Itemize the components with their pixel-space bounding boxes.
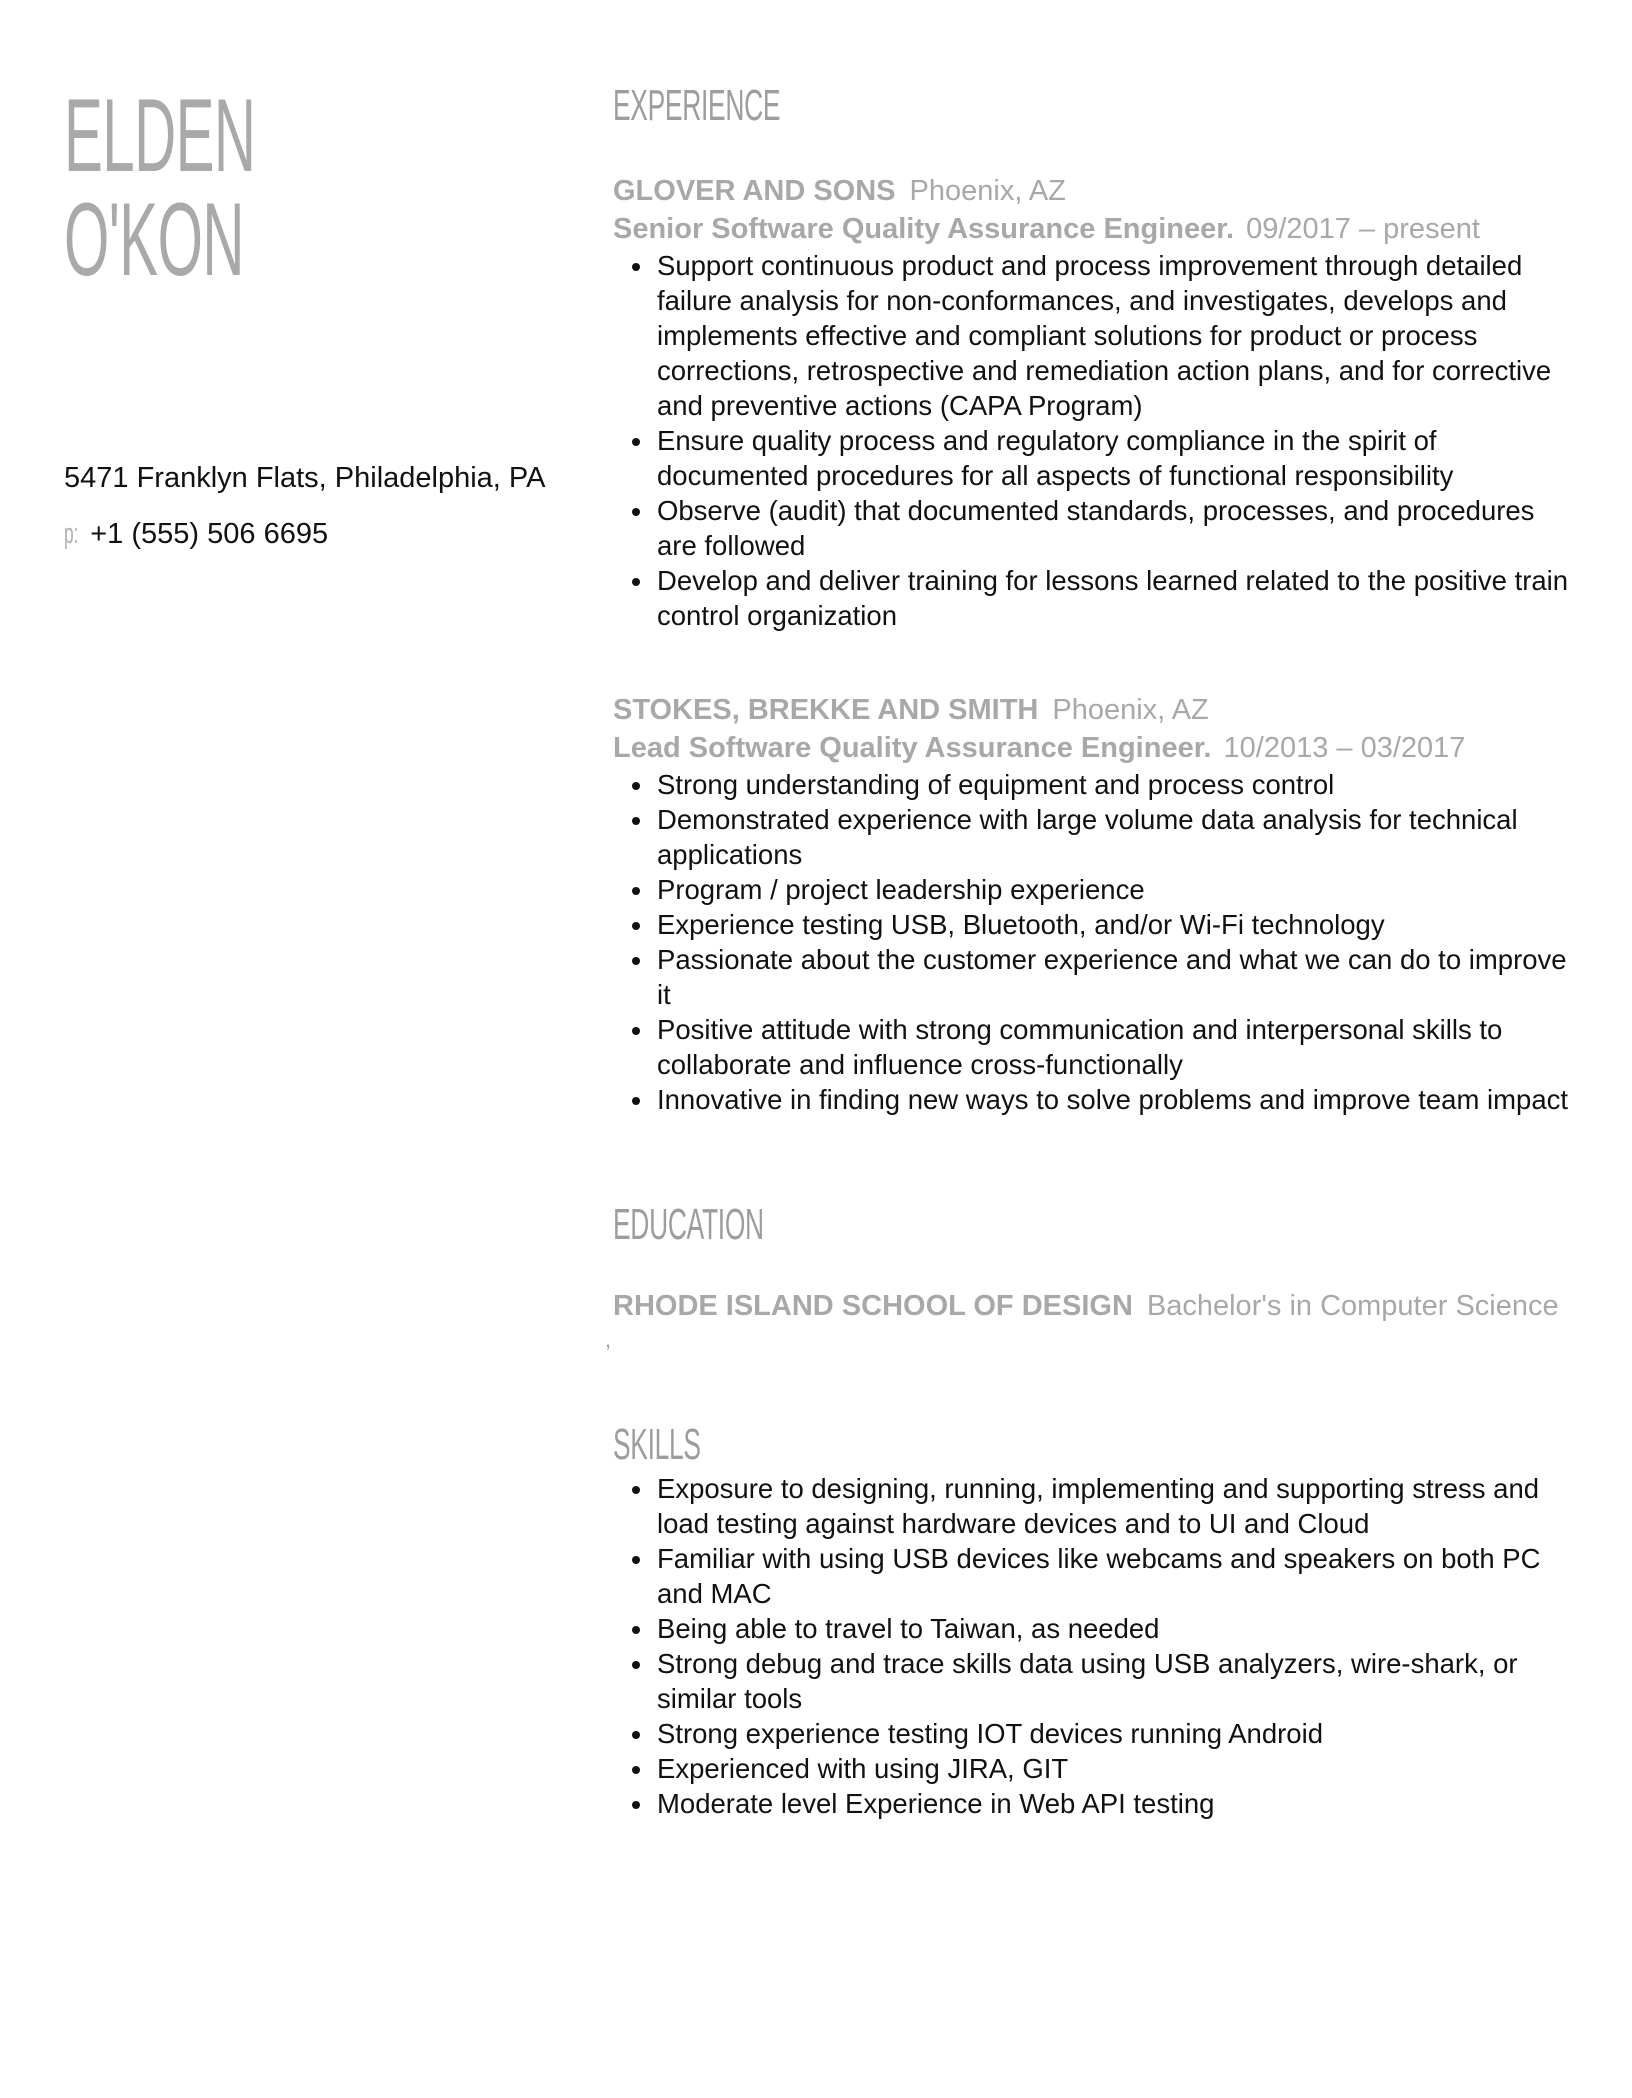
company-name: GLOVER AND SONS	[613, 175, 896, 207]
job-role-line	[613, 729, 1573, 767]
skills-heading: SKILLS	[613, 1420, 701, 1469]
job-location: Phoenix, AZ	[1052, 694, 1209, 726]
degree: Bachelor's in Computer Science	[1146, 1290, 1559, 1322]
list-item: • Support continuous product and process improvement through detailed failure analysis for non-conformances, and investigates, develops and implements effective and compliant solutions for product or process corrections, retrospective and remediation action plans, and for corrective and preventive actions (CAPA Program)	[655, 248, 1573, 423]
job-title: Lead Software Quality Assurance Engineer.	[613, 732, 1212, 764]
job-role-line	[613, 210, 1573, 248]
job-entry	[613, 172, 1573, 633]
list-item: • Demonstrated experience with large volume data analysis for technical applications	[655, 802, 1573, 872]
phone-number: +1 (555) 506 6695	[90, 518, 329, 550]
list-item: • Innovative in finding new ways to solve problems and improve team impact	[655, 1082, 1573, 1117]
education-trailing-comma: ,	[605, 1327, 612, 1352]
last-name: O'KON	[64, 182, 244, 298]
experience-heading: EXPERIENCE	[613, 81, 781, 130]
education-heading: EDUCATION	[613, 1200, 764, 1249]
list-item: • Ensure quality process and regulatory compliance in the spirit of documented procedures for all aspects of functional responsibility	[655, 423, 1573, 493]
list-item: • Positive attitude with strong communication and interpersonal skills to collaborate and influence cross-functionally	[655, 1012, 1573, 1082]
list-item: • Passionate about the customer experience and what we can do to improve it	[655, 942, 1573, 1012]
job-header	[613, 691, 1573, 729]
job-bullets	[613, 248, 1573, 633]
job-bullets	[613, 767, 1573, 1117]
company-name: STOKES, BREKKE AND SMITH	[613, 694, 1039, 726]
list-item: • Experienced with using JIRA, GIT	[655, 1751, 1573, 1786]
list-item: • Moderate level Experience in Web API testing	[655, 1786, 1573, 1821]
candidate-name	[64, 78, 256, 298]
job-dates: 09/2017 – present	[1246, 213, 1480, 245]
list-item: • Observe (audit) that documented standards, processes, and procedures are followed	[655, 493, 1573, 563]
list-item: • Strong understanding of equipment and process control	[655, 767, 1573, 802]
list-item: • Strong experience testing IOT devices running Android	[655, 1716, 1573, 1751]
main-column	[605, 80, 1573, 1821]
list-item: • Experience testing USB, Bluetooth, and/or Wi-Fi technology	[655, 907, 1573, 942]
education-entry	[605, 1287, 1573, 1355]
job-location: Phoenix, AZ	[909, 175, 1066, 207]
phone-label: p:	[64, 518, 79, 550]
list-item: • Strong debug and trace skills data using USB analyzers, wire-shark, or similar tools	[655, 1646, 1573, 1716]
address: 5471 Franklyn Flats, Philadelphia, PA	[64, 462, 546, 494]
list-item: • Develop and deliver training for lessons learned related to the positive train control organization	[655, 563, 1573, 633]
phone-line	[64, 518, 545, 550]
first-name: ELDEN	[64, 78, 256, 194]
list-item: • Exposure to designing, running, implementing and supporting stress and load testing against hardware devices and to UI and Cloud	[655, 1471, 1573, 1541]
job-title: Senior Software Quality Assurance Engineer.	[613, 213, 1235, 245]
job-entry	[613, 691, 1573, 1117]
skills-list	[613, 1471, 1573, 1821]
contact-block	[64, 462, 545, 550]
job-header	[613, 172, 1573, 210]
job-dates: 10/2013 – 03/2017	[1223, 732, 1466, 764]
education-header	[613, 1287, 1573, 1325]
school-name: RHODE ISLAND SCHOOL OF DESIGN	[613, 1290, 1133, 1322]
list-item: • Program / project leadership experience	[655, 872, 1573, 907]
list-item: • Familiar with using USB devices like webcams and speakers on both PC and MAC	[655, 1541, 1573, 1611]
list-item: • Being able to travel to Taiwan, as needed	[655, 1611, 1573, 1646]
